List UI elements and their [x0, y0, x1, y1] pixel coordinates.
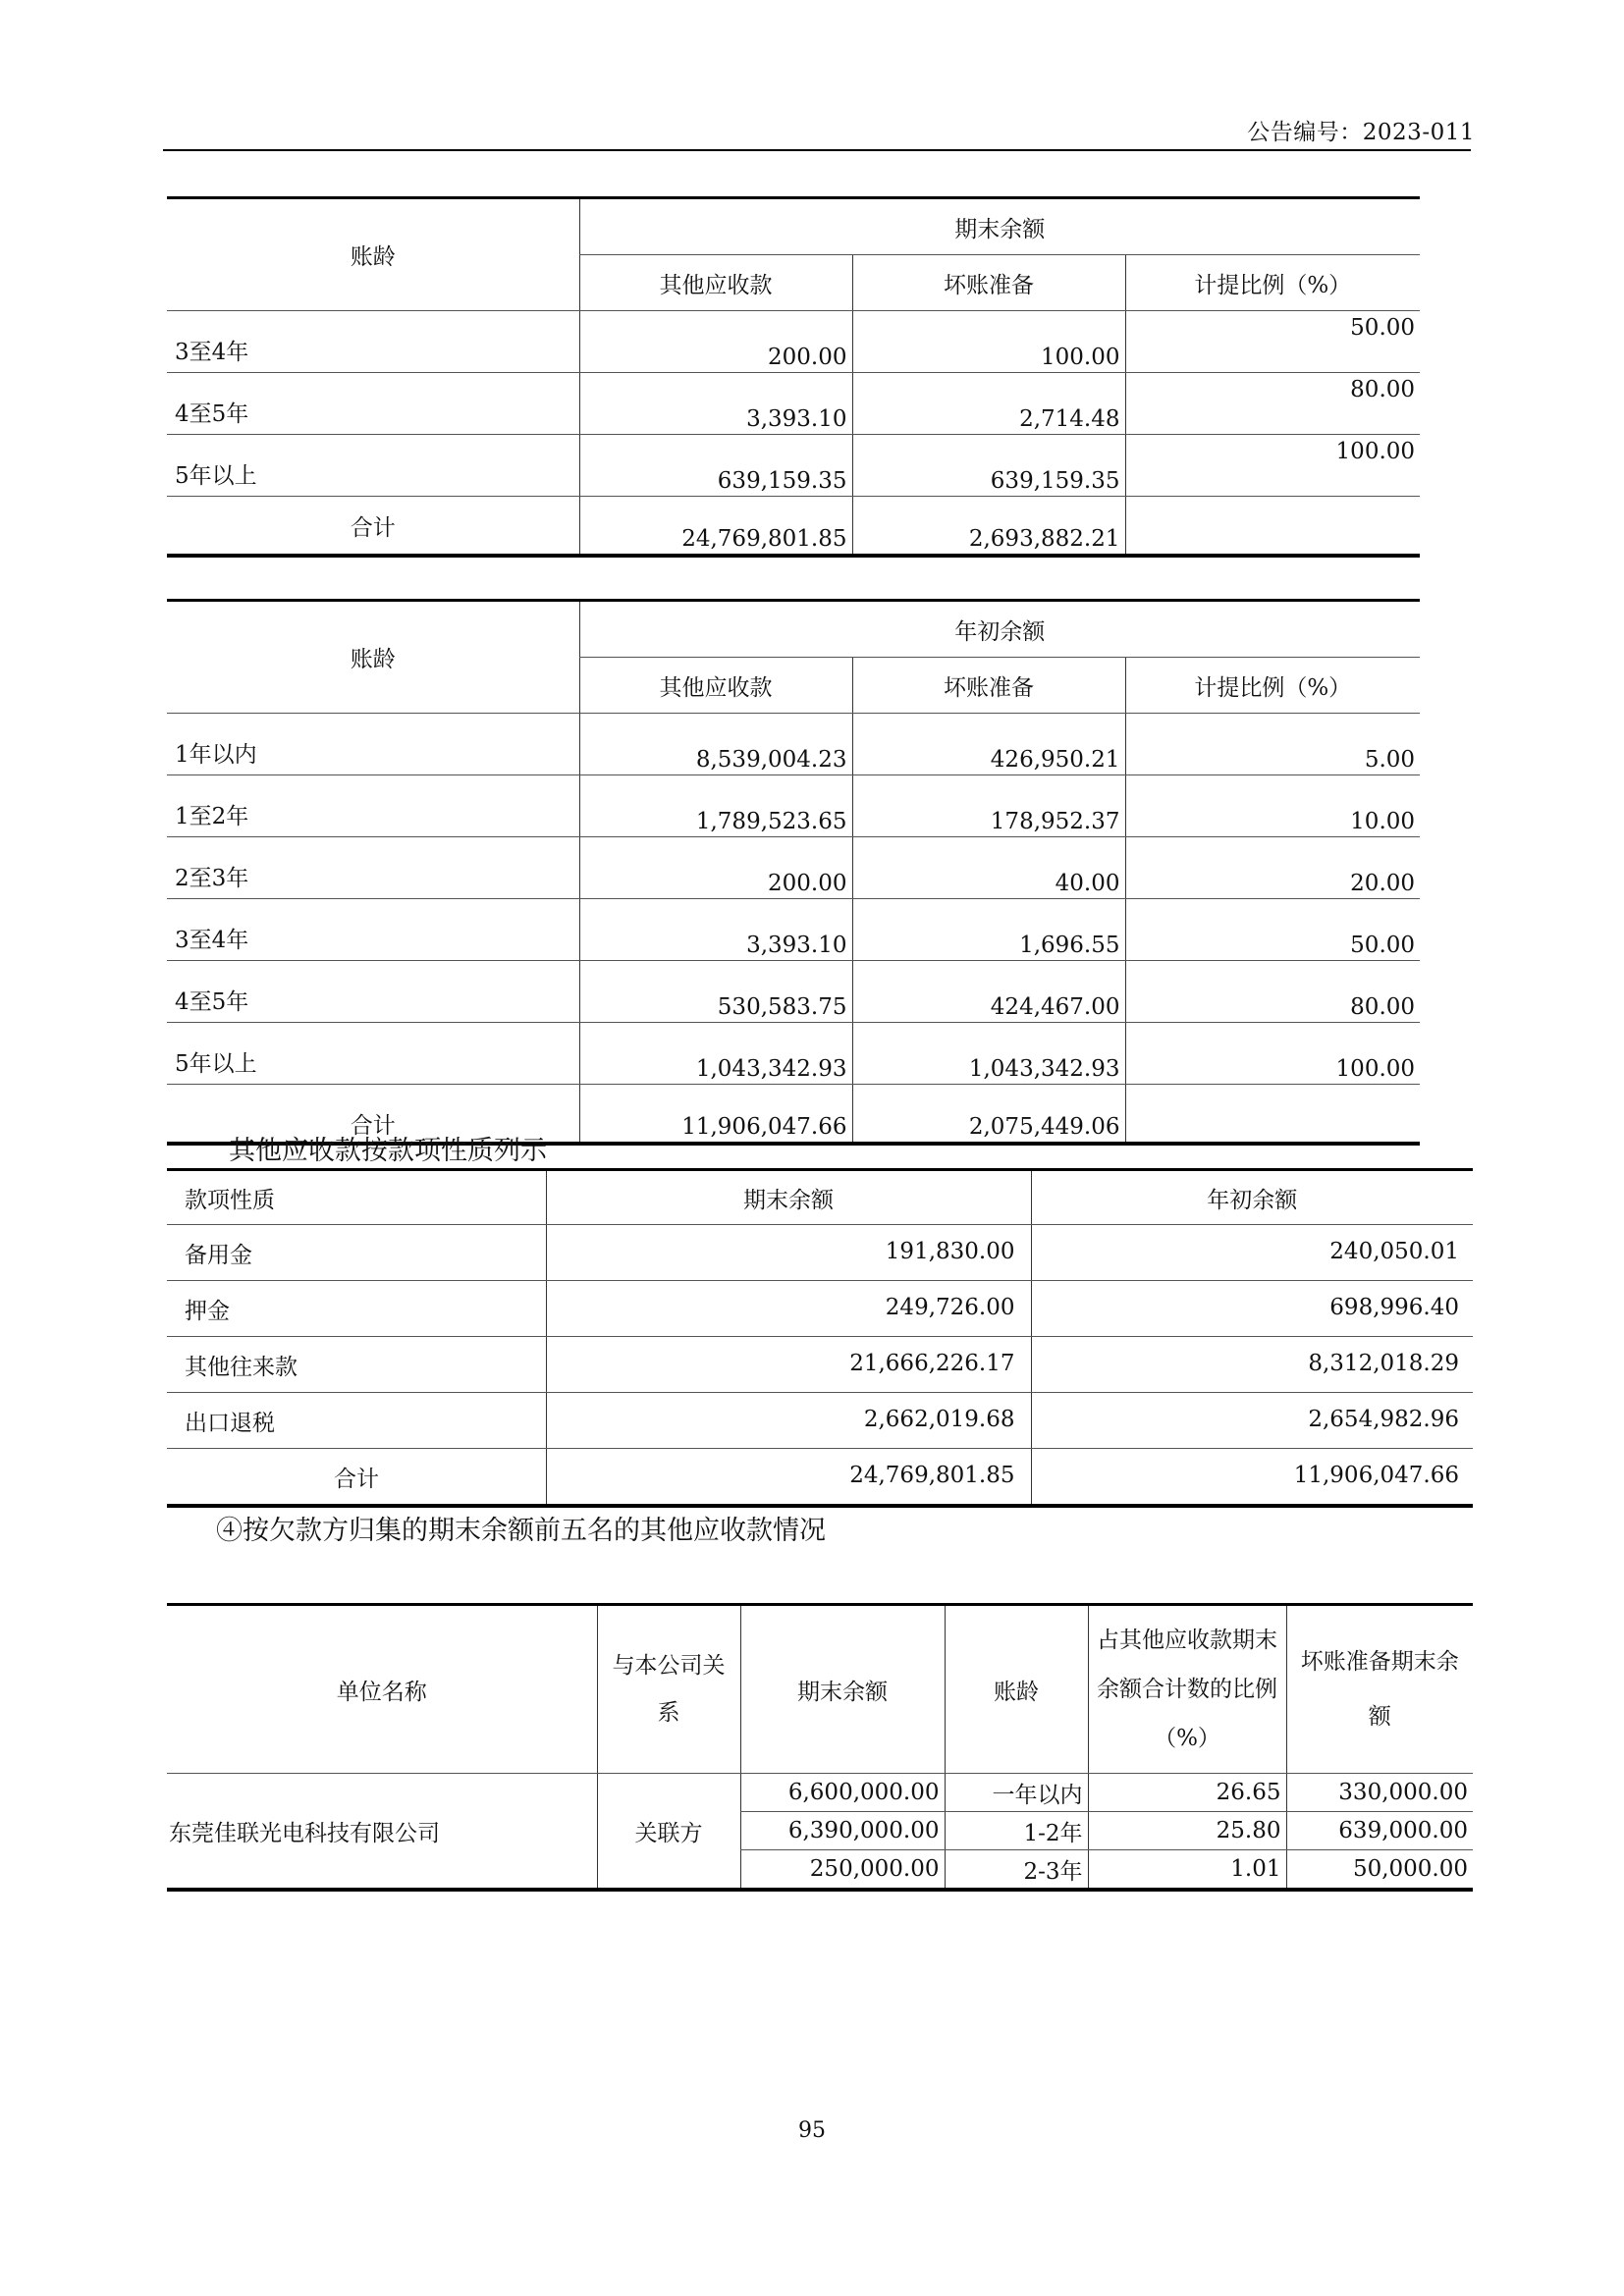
bad-debt-cell: 639,159.35: [852, 435, 1125, 497]
table-row: [167, 714, 1420, 775]
bad-debt-cell: 50,000.00: [1286, 1850, 1473, 1891]
begin-cell: 698,996.40: [1031, 1281, 1473, 1337]
end-cell: 249,726.00: [546, 1281, 1031, 1337]
aging-cell: 1至2年: [167, 775, 579, 837]
table-header-row: [167, 601, 1420, 658]
col-relation-header: 与本公司关系: [597, 1605, 740, 1774]
receivable-cell: 639,159.35: [579, 435, 852, 497]
table-row: [167, 311, 1420, 373]
bad-debt-cell: 424,467.00: [852, 961, 1125, 1023]
receivable-cell: 200.00: [579, 837, 852, 899]
total-row: [167, 497, 1420, 557]
nature-section-caption: 其他应收款按款项性质列示: [229, 1136, 547, 1166]
aging-cell: 5年以上: [167, 435, 579, 497]
ratio-cell: 10.00: [1125, 775, 1420, 837]
group-header: 年初余额: [579, 601, 1420, 658]
balance-cell: 6,600,000.00: [740, 1774, 945, 1812]
col-ratio-header: 计提比例（%）: [1125, 255, 1420, 311]
bad-debt-cell: 100.00: [852, 311, 1125, 373]
balance-cell: 6,390,000.00: [740, 1812, 945, 1850]
group-header: 期末余额: [579, 198, 1420, 255]
aging-cell: 3至4年: [167, 899, 579, 961]
table-row: [167, 1337, 1473, 1393]
begin-cell: 8,312,018.29: [1031, 1337, 1473, 1393]
top5-section-caption: ④按欠款方归集的期末余额前五名的其他应收款情况: [216, 1516, 826, 1546]
aging-cell: 一年以内: [945, 1774, 1088, 1812]
aging-table-period-begin: [167, 599, 1420, 1146]
col-nature-header: 款项性质: [167, 1170, 546, 1225]
ratio-cell: 5.00: [1125, 714, 1420, 775]
table-header-row: [167, 1170, 1473, 1225]
header-rule: [163, 149, 1471, 151]
aging-table-period-end: [167, 196, 1420, 558]
nature-cell: 押金: [167, 1281, 546, 1337]
total-receivable: 24,769,801.85: [579, 497, 852, 557]
ratio-cell: 80.00: [1125, 961, 1420, 1023]
total-row: [167, 1449, 1473, 1507]
bad-debt-cell: 1,043,342.93: [852, 1023, 1125, 1085]
col-pct-header: 占其他应收款期末余额合计数的比例（%）: [1088, 1605, 1286, 1774]
nature-table: [167, 1168, 1473, 1508]
col-aging-header: 账龄: [167, 198, 579, 311]
ratio-cell: 50.00: [1125, 899, 1420, 961]
end-cell: 21,666,226.17: [546, 1337, 1031, 1393]
total-label: 合计: [167, 497, 579, 557]
table-row: [167, 899, 1420, 961]
col-bad-debt-header: 坏账准备: [852, 658, 1125, 714]
ratio-cell: 50.00: [1125, 311, 1420, 373]
aging-cell: 4至5年: [167, 373, 579, 435]
end-cell: 191,830.00: [546, 1225, 1031, 1281]
table-row: [167, 1023, 1420, 1085]
table-row: [167, 435, 1420, 497]
receivable-cell: 200.00: [579, 311, 852, 373]
top5-table: [167, 1603, 1473, 1892]
total-label: 合计: [167, 1449, 546, 1507]
ratio-cell: 100.00: [1125, 435, 1420, 497]
col-end-header: 期末余额: [546, 1170, 1031, 1225]
receivable-cell: 3,393.10: [579, 899, 852, 961]
bad-debt-cell: 178,952.37: [852, 775, 1125, 837]
table-row: [167, 1281, 1473, 1337]
col-aging-header: 账龄: [945, 1605, 1088, 1774]
ratio-cell: 80.00: [1125, 373, 1420, 435]
aging-cell: 4至5年: [167, 961, 579, 1023]
bad-debt-cell: 2,714.48: [852, 373, 1125, 435]
pct-cell: 26.65: [1088, 1774, 1286, 1812]
col-end-balance-header: 期末余额: [740, 1605, 945, 1774]
begin-cell: 2,654,982.96: [1031, 1393, 1473, 1449]
receivable-cell: 1,789,523.65: [579, 775, 852, 837]
announcement-number: 公告编号：2023-011: [1247, 120, 1475, 145]
total-ratio: [1125, 1085, 1420, 1145]
table-header-row: [167, 198, 1420, 255]
total-begin: 11,906,047.66: [1031, 1449, 1473, 1507]
table-row: [167, 1774, 1473, 1812]
col-begin-header: 年初余额: [1031, 1170, 1473, 1225]
table-row: [167, 373, 1420, 435]
nature-cell: 其他往来款: [167, 1337, 546, 1393]
total-receivable: 11,906,047.66: [579, 1085, 852, 1145]
page-number: 95: [798, 2118, 826, 2143]
table-row: [167, 775, 1420, 837]
col-ratio-header: 计提比例（%）: [1125, 658, 1420, 714]
relation-cell: 关联方: [597, 1774, 740, 1891]
total-bad-debt: 2,075,449.06: [852, 1085, 1125, 1145]
receivable-cell: 1,043,342.93: [579, 1023, 852, 1085]
ratio-cell: 20.00: [1125, 837, 1420, 899]
balance-cell: 250,000.00: [740, 1850, 945, 1891]
aging-cell: 2-3年: [945, 1850, 1088, 1891]
col-receivable-header: 其他应收款: [579, 658, 852, 714]
col-bad-debt-header: 坏账准备期末余额: [1286, 1605, 1473, 1774]
table-header-row: [167, 1605, 1473, 1774]
begin-cell: 240,050.01: [1031, 1225, 1473, 1281]
pct-cell: 25.80: [1088, 1812, 1286, 1850]
total-end: 24,769,801.85: [546, 1449, 1031, 1507]
total-label: 合计: [167, 1085, 579, 1145]
entity-cell: 东莞佳联光电科技有限公司: [167, 1774, 597, 1891]
nature-cell: 备用金: [167, 1225, 546, 1281]
aging-cell: 5年以上: [167, 1023, 579, 1085]
table-row: [167, 961, 1420, 1023]
receivable-cell: 530,583.75: [579, 961, 852, 1023]
aging-cell: 3至4年: [167, 311, 579, 373]
col-aging-header: 账龄: [167, 601, 579, 714]
ratio-cell: 100.00: [1125, 1023, 1420, 1085]
pct-cell: 1.01: [1088, 1850, 1286, 1891]
bad-debt-cell: 426,950.21: [852, 714, 1125, 775]
nature-cell: 出口退税: [167, 1393, 546, 1449]
aging-cell: 1-2年: [945, 1812, 1088, 1850]
col-bad-debt-header: 坏账准备: [852, 255, 1125, 311]
bad-debt-cell: 1,696.55: [852, 899, 1125, 961]
receivable-cell: 8,539,004.23: [579, 714, 852, 775]
col-entity-header: 单位名称: [167, 1605, 597, 1774]
aging-cell: 1年以内: [167, 714, 579, 775]
end-cell: 2,662,019.68: [546, 1393, 1031, 1449]
table-row: [167, 1393, 1473, 1449]
table-row: [167, 1225, 1473, 1281]
total-ratio: [1125, 497, 1420, 557]
receivable-cell: 3,393.10: [579, 373, 852, 435]
table-row: [167, 837, 1420, 899]
col-receivable-header: 其他应收款: [579, 255, 852, 311]
total-bad-debt: 2,693,882.21: [852, 497, 1125, 557]
bad-debt-cell: 330,000.00: [1286, 1774, 1473, 1812]
bad-debt-cell: 639,000.00: [1286, 1812, 1473, 1850]
bad-debt-cell: 40.00: [852, 837, 1125, 899]
aging-cell: 2至3年: [167, 837, 579, 899]
